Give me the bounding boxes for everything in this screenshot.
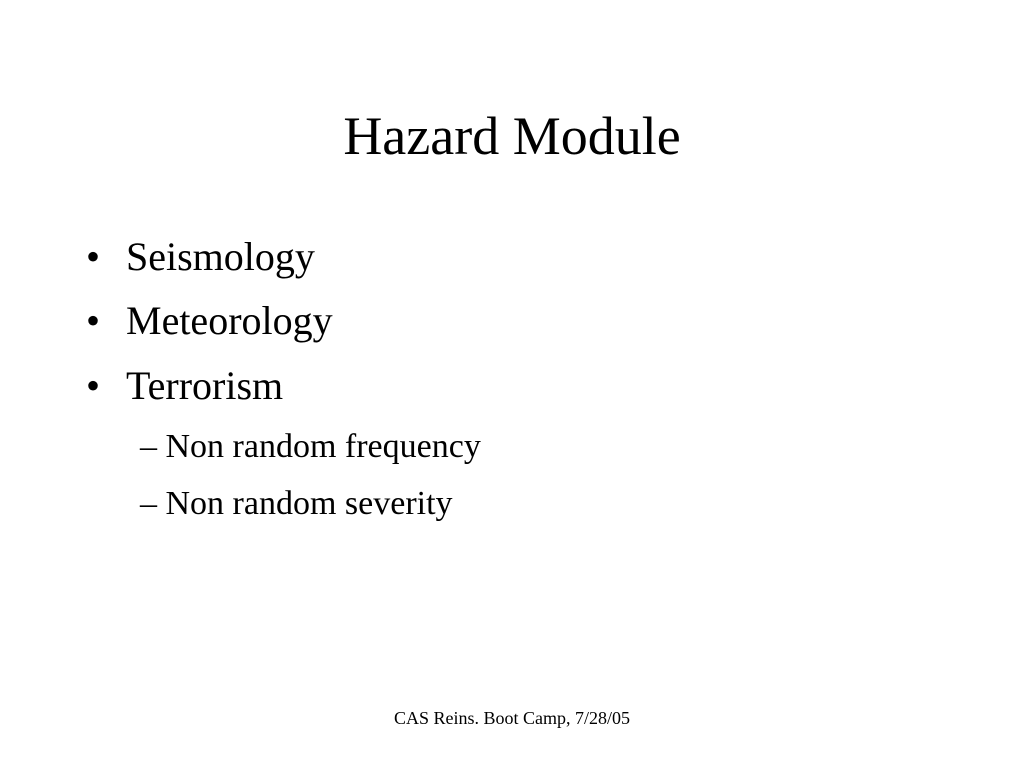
bullet-marker: • (86, 298, 101, 343)
bullet-text: Seismology (126, 234, 315, 279)
bullet-item (86, 297, 333, 345)
bullet-item (86, 233, 315, 281)
sub-bullet-text: Non random severity (165, 485, 453, 522)
bullet-text: Meteorology (126, 298, 333, 343)
slide-title: Hazard Module (343, 106, 681, 166)
slide-footer: CAS Reins. Boot Camp, 7/28/05 (393, 708, 631, 728)
bullet-item (86, 362, 283, 410)
bullet-marker: • (86, 363, 101, 408)
bullet-marker: • (86, 234, 101, 279)
sub-bullet-marker: – (140, 428, 157, 465)
sub-bullet-item (140, 427, 481, 467)
sub-bullet-text: Non random frequency (165, 428, 481, 465)
bullet-text: Terrorism (126, 363, 284, 408)
sub-bullet-item (140, 484, 453, 524)
sub-bullet-marker: – (140, 485, 157, 522)
